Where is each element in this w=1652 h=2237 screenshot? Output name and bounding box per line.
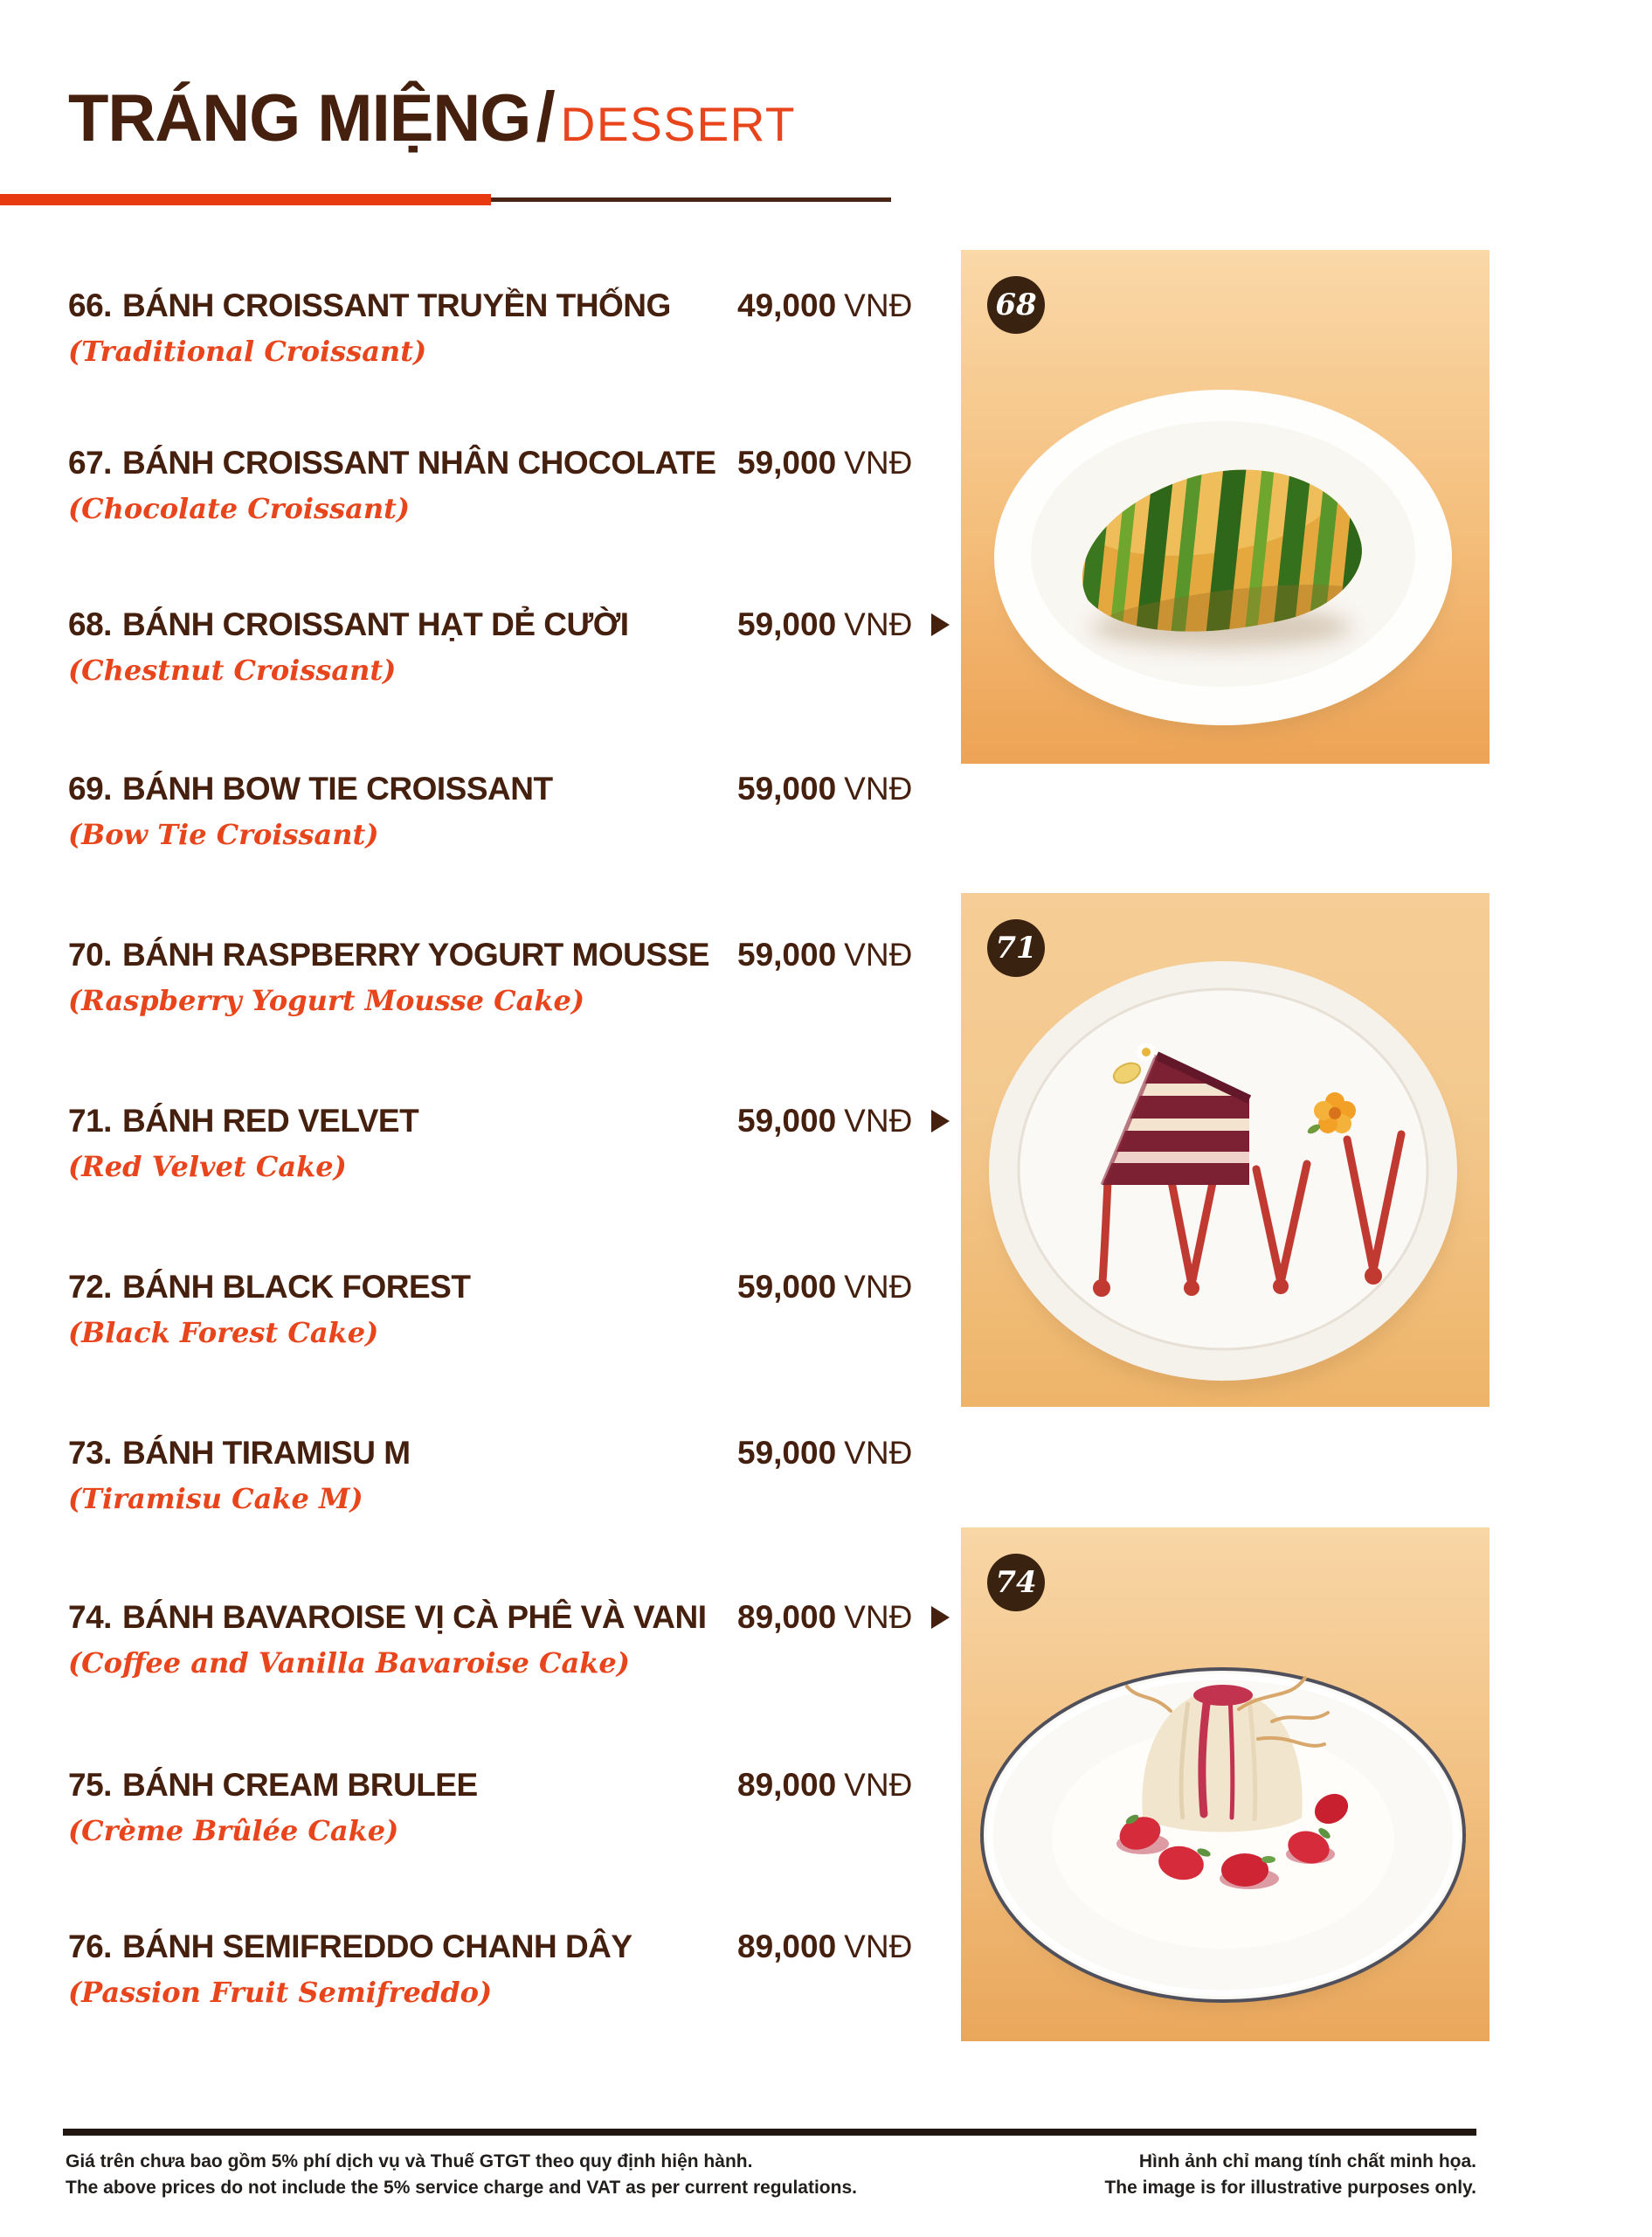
menu-item-number: 69. — [68, 771, 112, 807]
menu-item-price — [737, 1768, 912, 1804]
photo-badge: 74 — [987, 1554, 1045, 1611]
menu-item-row — [68, 1768, 959, 1803]
menu-item-price — [737, 288, 912, 324]
photo-croissant — [961, 250, 1490, 764]
page-title — [68, 77, 796, 157]
price-currency: VNĐ — [844, 1103, 913, 1139]
footer-note-right-en: The image is for illustrative purposes only. — [1104, 2178, 1476, 2198]
menu-item-number: 67. — [68, 445, 112, 481]
price-amount: 59,000 — [737, 445, 837, 481]
menu-item-price — [737, 938, 912, 973]
menu-item-number: 74. — [68, 1599, 112, 1635]
footer-note-right-vi: Hình ảnh chỉ mang tính chất minh họa. — [1138, 2151, 1476, 2171]
price-amount: 89,000 — [737, 1767, 837, 1803]
menu-item-name: BÁNH TIRAMISU M — [121, 1435, 411, 1471]
menu-item-subtitle: (Raspberry Yogurt Mousse Cake) — [68, 984, 585, 1017]
pictured-arrow-icon — [931, 1606, 950, 1629]
menu-item-number: 72. — [68, 1269, 112, 1305]
menu-item — [68, 446, 959, 525]
menu-item-subtitle: (Tiramisu Cake M) — [68, 1482, 363, 1515]
footer-note-left — [66, 2149, 857, 2201]
red-velvet-illustration — [961, 893, 1490, 1407]
price-amount: 89,000 — [737, 1599, 837, 1635]
price-amount: 59,000 — [737, 937, 837, 973]
menu-item-row — [68, 1436, 959, 1471]
menu-item-number: 68. — [68, 606, 112, 642]
menu-item-price — [737, 772, 912, 807]
menu-item — [68, 772, 959, 851]
menu-item-subtitle: (Passion Fruit Semifreddo) — [68, 1976, 493, 2009]
menu-item-row — [68, 288, 959, 323]
menu-item-price — [737, 1929, 912, 1965]
menu-item — [68, 1270, 959, 1349]
menu-item-name: BÁNH CROISSANT HẠT DẺ CƯỜI — [121, 606, 629, 642]
footer-divider — [63, 2129, 1476, 2136]
photo-badge: 68 — [987, 276, 1045, 334]
menu-item-price — [737, 607, 950, 643]
menu-item-name: BÁNH CROISSANT NHÂN CHOCOLATE — [121, 445, 716, 481]
menu-item-price — [737, 1600, 950, 1636]
menu-item-name: BÁNH BAVAROISE VỊ CÀ PHÊ VÀ VANI — [121, 1599, 707, 1635]
menu-item-name: BÁNH SEMIFREDDO CHANH DÂY — [121, 1929, 632, 1964]
menu-item-row — [68, 938, 959, 973]
menu-item-subtitle: (Red Velvet Cake) — [68, 1150, 347, 1183]
menu-item-row — [68, 772, 959, 807]
price-currency: VNĐ — [844, 937, 913, 973]
menu-item-name: BÁNH RED VELVET — [121, 1103, 419, 1139]
menu-item-row — [68, 1929, 959, 1964]
price-amount: 59,000 — [737, 1103, 837, 1139]
header-accent-line — [491, 197, 891, 202]
photo-badge: 71 — [987, 919, 1045, 977]
croissant-illustration — [961, 250, 1490, 764]
price-currency: VNĐ — [844, 771, 913, 807]
bavaroise-illustration — [961, 1527, 1490, 2041]
page-title-english: DESSERT — [560, 97, 796, 151]
menu-item — [68, 1768, 959, 1847]
price-amount: 59,000 — [737, 771, 837, 807]
price-currency: VNĐ — [844, 1767, 913, 1803]
pictured-arrow-icon — [931, 1110, 950, 1132]
menu-item — [68, 1436, 959, 1515]
title-slash: / — [536, 78, 556, 156]
page-title-vietnamese: TRÁNG MIỆNG — [68, 81, 531, 156]
price-currency: VNĐ — [844, 1599, 913, 1635]
price-currency: VNĐ — [844, 1435, 913, 1471]
menu-item-subtitle: (Black Forest Cake) — [68, 1316, 379, 1349]
menu-item-number: 75. — [68, 1767, 112, 1803]
menu-item-price — [737, 1104, 950, 1139]
menu-item-row — [68, 446, 959, 481]
price-amount: 89,000 — [737, 1929, 837, 1964]
menu-item-price — [737, 1270, 912, 1305]
menu-item-name: BÁNH BLACK FOREST — [121, 1269, 471, 1305]
menu-item-name: BÁNH BOW TIE CROISSANT — [121, 771, 553, 807]
menu-item — [68, 288, 959, 368]
menu-item — [68, 1104, 959, 1183]
header-accent-bar — [0, 194, 491, 205]
menu-item-subtitle: (Coffee and Vanilla Bavaroise Cake) — [68, 1646, 630, 1679]
menu-item-number: 71. — [68, 1103, 112, 1139]
menu-item-price — [737, 1436, 912, 1472]
menu-item-subtitle: (Bow Tie Croissant) — [68, 818, 379, 851]
menu-item — [68, 1600, 959, 1679]
price-amount: 59,000 — [737, 1435, 837, 1471]
price-currency: VNĐ — [844, 606, 913, 642]
menu-item-row — [68, 607, 959, 642]
menu-item-subtitle: (Chocolate Croissant) — [68, 492, 410, 525]
menu-item-name: BÁNH RASPBERRY YOGURT MOUSSE — [121, 937, 709, 973]
menu-item — [68, 607, 959, 687]
menu-item-subtitle: (Traditional Croissant) — [68, 335, 427, 368]
photo-bavaroise — [961, 1527, 1490, 2041]
menu-item-subtitle: (Crème Brûlée Cake) — [68, 1814, 399, 1847]
price-amount: 59,000 — [737, 1269, 837, 1305]
footer-note-right — [1104, 2149, 1476, 2201]
menu-item-number: 73. — [68, 1435, 112, 1471]
menu-item — [68, 1929, 959, 2009]
menu-item-row — [68, 1104, 959, 1139]
menu-item-name: BÁNH CROISSANT TRUYỀN THỐNG — [121, 287, 671, 323]
menu-item-number: 76. — [68, 1929, 112, 1964]
price-amount: 49,000 — [737, 287, 837, 323]
menu-item-row — [68, 1600, 959, 1635]
price-currency: VNĐ — [844, 287, 913, 323]
footer-note-left-en: The above prices do not include the 5% service charge and VAT as per current regulations. — [66, 2178, 857, 2198]
menu-item — [68, 938, 959, 1017]
price-currency: VNĐ — [844, 1929, 913, 1964]
menu-item-name: BÁNH CREAM BRULEE — [121, 1767, 478, 1803]
menu-item-number: 66. — [68, 287, 112, 323]
price-currency: VNĐ — [844, 445, 913, 481]
menu-item-row — [68, 1270, 959, 1305]
price-currency: VNĐ — [844, 1269, 913, 1305]
footer-note-left-vi: Giá trên chưa bao gồm 5% phí dịch vụ và Thuế GTGT theo quy định hiện hành. — [66, 2151, 753, 2171]
price-amount: 59,000 — [737, 606, 837, 642]
menu-item-number: 70. — [68, 937, 112, 973]
photo-red-velvet — [961, 893, 1490, 1407]
pictured-arrow-icon — [931, 613, 950, 636]
menu-item-price — [737, 446, 912, 481]
menu-item-subtitle: (Chestnut Croissant) — [68, 654, 397, 687]
